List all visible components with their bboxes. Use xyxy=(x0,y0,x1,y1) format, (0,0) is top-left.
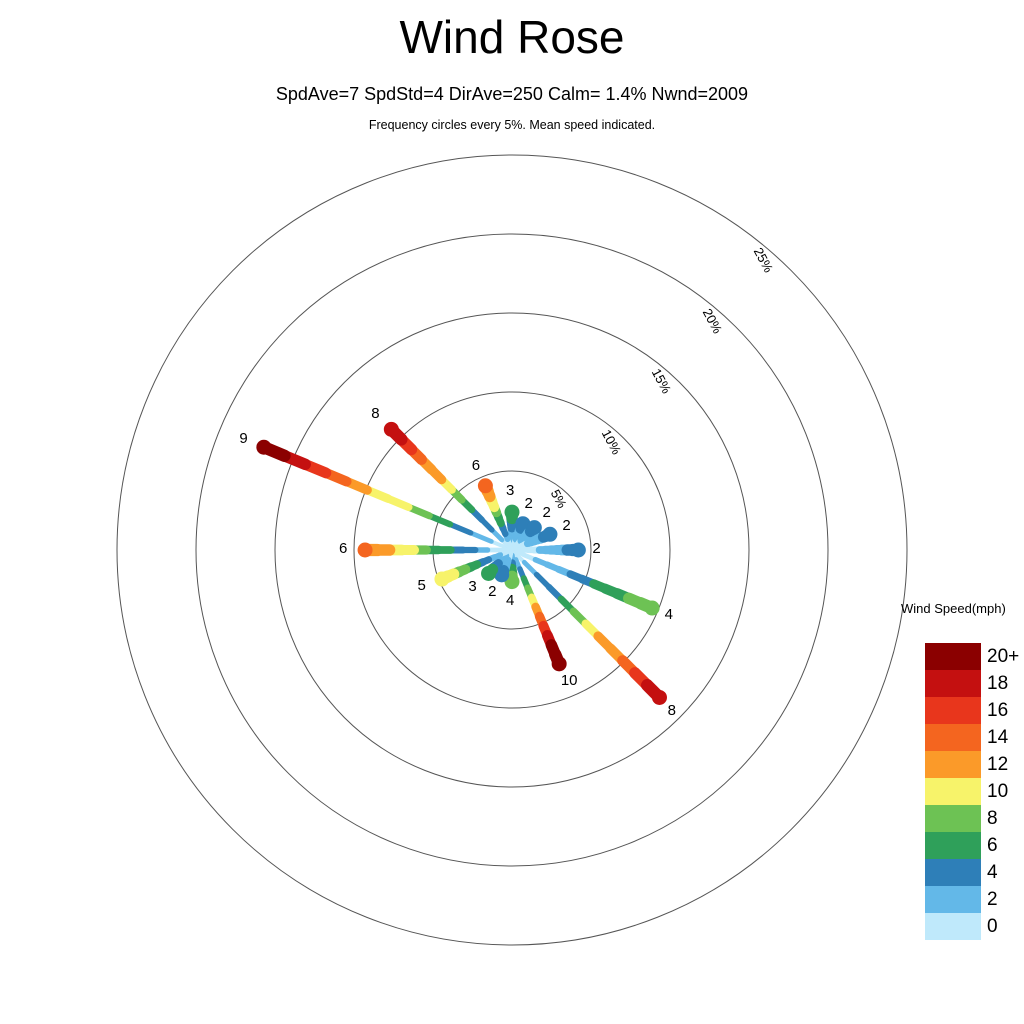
legend-swatch xyxy=(925,643,981,670)
petal-mean-speed-label: 2 xyxy=(592,540,601,557)
legend-swatch xyxy=(925,913,981,940)
legend-label: 14 xyxy=(987,727,1009,748)
ring-label: 20% xyxy=(699,305,726,336)
petal-tip xyxy=(358,543,373,558)
petal-segment xyxy=(471,533,492,542)
petal-mean-speed-label: 8 xyxy=(667,701,676,719)
petal-mean-speed-label: 8 xyxy=(371,405,380,423)
petal-tip xyxy=(571,543,586,558)
legend-swatch xyxy=(925,778,981,805)
petal-tip xyxy=(434,572,449,587)
ring-label: 5% xyxy=(547,487,570,512)
petal-mean-speed-label: 3 xyxy=(506,482,515,500)
petal-mean-speed-label: 2 xyxy=(488,583,497,601)
petal-tip xyxy=(652,690,667,705)
ring-label: 25% xyxy=(750,245,777,276)
legend-label: 4 xyxy=(987,862,998,883)
legend-swatch xyxy=(925,805,981,832)
legend-swatch xyxy=(925,670,981,697)
wind-petals xyxy=(256,422,667,705)
ring-label: 10% xyxy=(598,426,624,457)
petal-tip xyxy=(505,505,520,520)
petal-tip xyxy=(384,422,399,437)
petal-mean-speed-label: 10 xyxy=(560,672,578,690)
petal-tip xyxy=(478,478,493,493)
legend-swatches xyxy=(925,643,981,940)
petal-mean-speed-label: 2 xyxy=(562,516,571,534)
legend-swatch xyxy=(925,697,981,724)
legend-label: 0 xyxy=(987,916,998,937)
legend-title: Wind Speed(mph) xyxy=(901,601,1006,616)
ring-label: 15% xyxy=(649,366,675,397)
petal-tip xyxy=(256,440,271,455)
legend-swatch xyxy=(925,751,981,778)
page-title: Wind Rose xyxy=(399,11,625,63)
legend-label: 6 xyxy=(987,835,998,856)
legend-swatch xyxy=(925,859,981,886)
legend-label: 12 xyxy=(987,754,1009,775)
legend-swatch xyxy=(925,724,981,751)
petal-tip xyxy=(542,527,557,542)
legend-label: 18 xyxy=(987,673,1009,694)
petal-mean-speed-label: 2 xyxy=(542,503,551,521)
petal-mean-speed-label: 2 xyxy=(524,495,533,513)
petal-tip xyxy=(481,566,496,581)
summary-stats: SpdAve=7 SpdStd=4 DirAve=250 Calm= 1.4% Nwnd=2009 xyxy=(275,84,749,104)
legend-label: 20+ xyxy=(987,646,1020,667)
petal-mean-speed-label: 4 xyxy=(664,605,673,623)
petal-mean-speed-label: 6 xyxy=(339,540,348,557)
petal-mean-speed-label: 5 xyxy=(417,576,426,594)
petal-tip xyxy=(552,656,567,671)
legend-swatch xyxy=(925,832,981,859)
petal-mean-speed-label: 3 xyxy=(468,577,477,595)
petal-segment xyxy=(450,524,471,533)
legend-label: 16 xyxy=(987,700,1009,721)
petal-mean-speed-label: 6 xyxy=(471,457,481,475)
petal-mean-speed-label: 9 xyxy=(239,429,248,447)
legend-swatch xyxy=(925,886,981,913)
chart-note: Frequency circles every 5%. Mean speed indicated. xyxy=(368,118,656,132)
legend-label: 10 xyxy=(987,781,1009,802)
petal-tip xyxy=(645,601,660,616)
petal-mean-speed-label: 4 xyxy=(506,591,515,609)
legend-label: 2 xyxy=(987,889,998,910)
legend-label: 8 xyxy=(987,808,998,829)
